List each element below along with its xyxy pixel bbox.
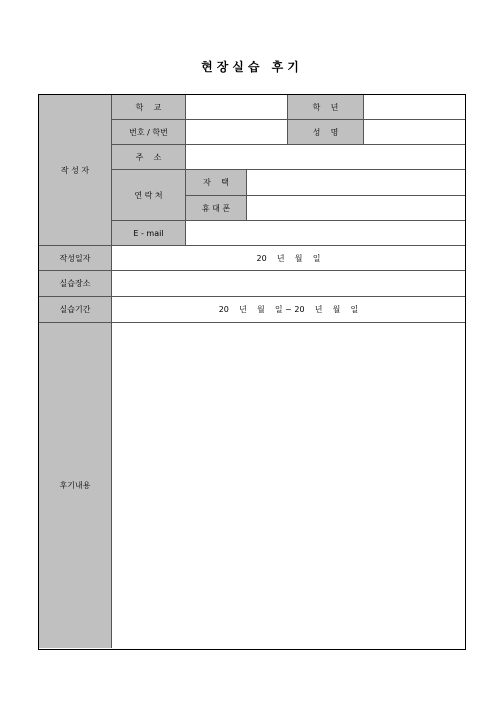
mobile-label: 휴 대 폰 [186, 196, 247, 221]
place-label: 실습장소 [39, 271, 112, 297]
home-phone-label: 자 택 [186, 170, 247, 196]
mobile-field[interactable] [247, 196, 465, 221]
page-title: 현장실습 후기 [201, 60, 303, 74]
grade-field[interactable] [364, 95, 465, 120]
author-label: 작 성 자 [39, 95, 112, 246]
date-written-field[interactable]: 20 년 월 일 [112, 246, 465, 271]
review-field[interactable] [112, 323, 465, 648]
email-label: E - mail [112, 221, 186, 246]
grade-label: 학 년 [288, 95, 364, 120]
home-phone-field[interactable] [247, 170, 465, 196]
review-label: 후기내용 [39, 323, 112, 648]
contact-label: 연 락 처 [112, 170, 186, 221]
review-form [38, 94, 466, 650]
address-label: 주 소 [112, 145, 186, 170]
name-label: 성 명 [288, 120, 364, 145]
period-field[interactable]: 20 년 월 일 ~ 20 년 월 일 [112, 297, 465, 323]
student-id-field[interactable] [186, 120, 288, 145]
place-field[interactable] [112, 271, 465, 297]
student-id-label: 번호 / 학번 [112, 120, 186, 145]
school-field[interactable] [186, 95, 288, 120]
date-written-label: 작성일자 [39, 246, 112, 271]
period-label: 실습기간 [39, 297, 112, 323]
name-field[interactable] [364, 120, 465, 145]
email-field[interactable] [186, 221, 465, 246]
school-label: 학 교 [112, 95, 186, 120]
address-field[interactable] [186, 145, 465, 170]
